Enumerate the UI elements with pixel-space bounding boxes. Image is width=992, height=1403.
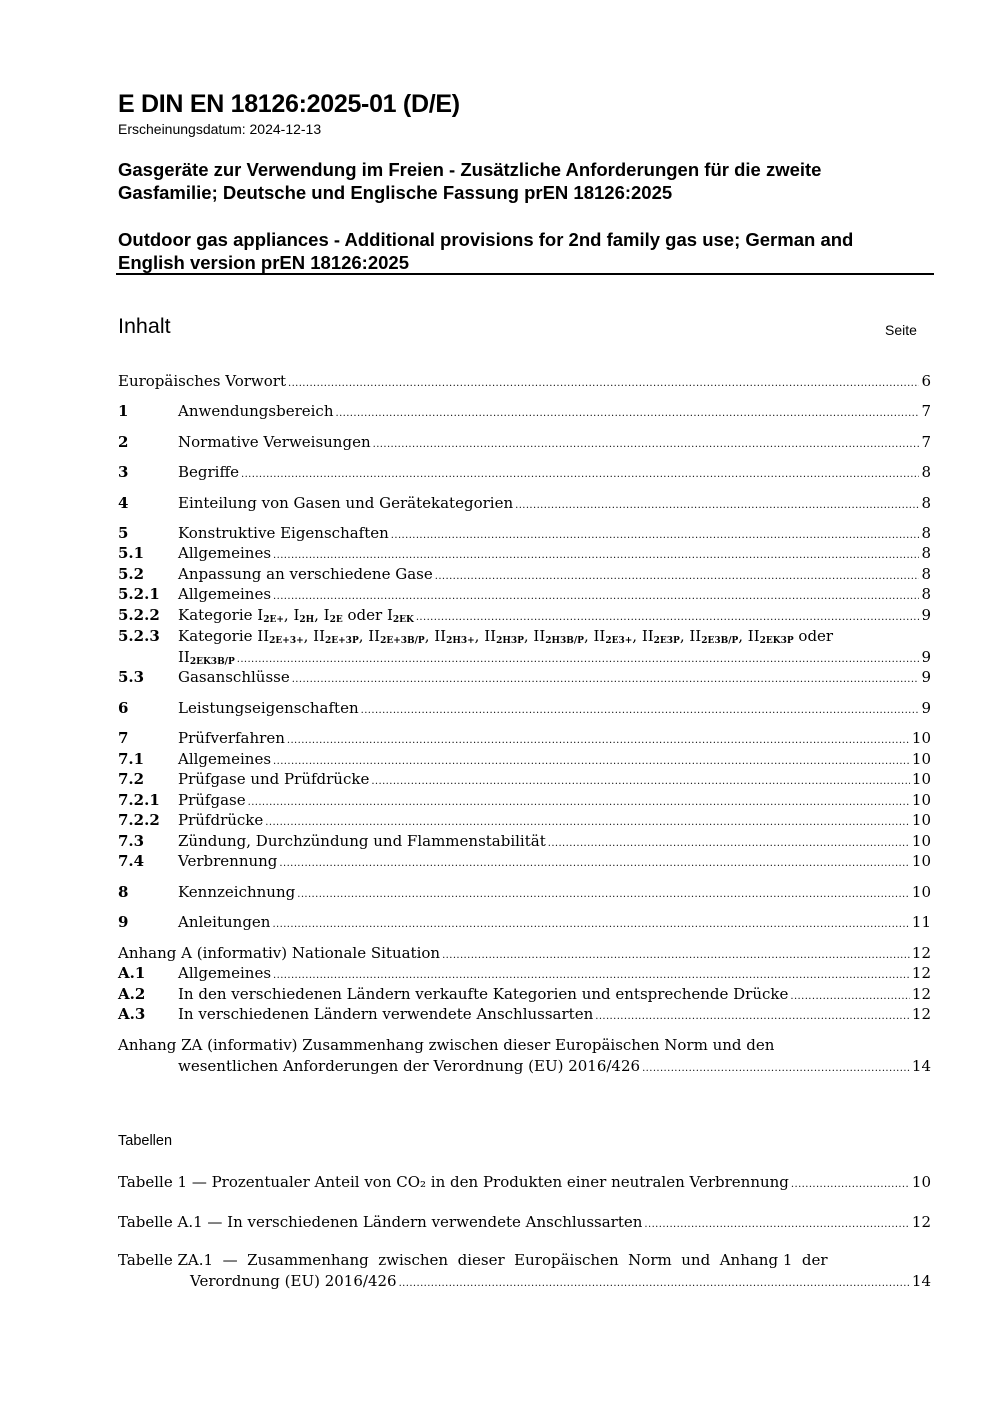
tables-heading: Tabellen	[118, 1133, 173, 1149]
toc-entry-a-3[interactable]	[118, 1004, 931, 1025]
toc-entry-number: 7.2.1	[118, 791, 160, 809]
toc-entry-page: 12	[911, 985, 931, 1003]
toc-entry-8[interactable]	[118, 882, 931, 903]
toc-page-label: Seite	[885, 322, 917, 338]
toc-entry-page: 7	[921, 433, 931, 451]
toc-entry-number: 5	[118, 524, 129, 542]
toc-entry-label: Allgemeines	[178, 964, 272, 982]
toc-entry-label: Prüfdrücke	[178, 811, 264, 829]
toc-entry-number: 7.4	[118, 852, 145, 870]
toc-entry-page: 10	[911, 791, 931, 809]
toc-entry-7[interactable]	[118, 728, 931, 749]
table-entry-label: Tabelle A.1 — In verschiedenen Ländern verwendete Anschlussarten	[118, 1213, 643, 1231]
toc-entry-annex-za[interactable]	[118, 1035, 931, 1077]
toc-entry-number: 5.3	[118, 668, 145, 686]
toc-entry-foreword[interactable]	[118, 371, 931, 392]
toc-entry-number: 2	[118, 433, 129, 451]
title-german	[118, 158, 948, 204]
toc-entry-7-2-1[interactable]	[118, 790, 931, 811]
toc-entry-page: 10	[911, 832, 931, 850]
toc-entry-label: Anpassung an verschiedene Gase	[178, 565, 433, 583]
table-entry-page: 14	[911, 1272, 931, 1290]
toc-entry-page: 9	[921, 648, 931, 666]
toc-entry-annex-a[interactable]	[118, 943, 931, 964]
toc-entry-number: 1	[118, 402, 129, 420]
title-german-line-2: Gasfamilie; Deutsche und Englische Fassung prEN 18126:2025	[118, 182, 673, 203]
toc-entry-label: Allgemeines	[178, 544, 272, 562]
toc-entry-4[interactable]	[118, 493, 931, 514]
toc-entry-5-2-1[interactable]	[118, 584, 931, 605]
toc-entry-5-2[interactable]	[118, 564, 931, 585]
toc-entry-number: 7	[118, 729, 129, 747]
toc-entry-3[interactable]	[118, 462, 931, 483]
document-id: E DIN EN 18126:2025-01 (D/E)	[118, 90, 460, 118]
toc-entry-number: 5.2.2	[118, 606, 160, 624]
toc-entry-9[interactable]	[118, 912, 931, 933]
toc-entry-5-3[interactable]	[118, 667, 931, 688]
toc-entry-label: Anleitungen	[178, 913, 271, 931]
table-entry-page: 10	[911, 1173, 931, 1191]
toc-entry-number: 5.2	[118, 565, 145, 583]
toc-entry-number: 7.1	[118, 750, 145, 768]
toc-entry-label: Anwendungsbereich	[178, 402, 334, 420]
toc-entry-1[interactable]	[118, 401, 931, 422]
toc-entry-label: Normative Verweisungen	[178, 433, 371, 451]
toc-entry-number: A.1	[118, 964, 146, 982]
table-entry-page: 12	[911, 1213, 931, 1231]
toc-entry-page: 9	[921, 668, 931, 686]
toc-entry-page: 8	[921, 463, 931, 481]
toc-entry-7-2[interactable]	[118, 769, 931, 790]
toc-entry-a-2[interactable]	[118, 984, 931, 1005]
toc-entry-page: 6	[921, 372, 931, 390]
toc-entry-number: 7.3	[118, 832, 145, 850]
table-entry-label-line-1: Tabelle ZA.1 — Zusammenhang zwischen dieser Europäischen Norm und Anhang 1 der	[118, 1251, 828, 1269]
toc-entry-page: 10	[911, 883, 931, 901]
toc-entry-page: 8	[921, 524, 931, 542]
toc-entry-page: 8	[921, 494, 931, 512]
toc-entry-label: Kennzeichnung	[178, 883, 296, 901]
title-german-line-1: Gasgeräte zur Verwendung im Freien - Zusätzliche Anforderungen für die zweite	[118, 159, 822, 180]
toc-entry-5-2-2[interactable]	[118, 605, 931, 626]
toc-entry-5-2-3[interactable]: 5.2.3 Kategorie $II_{2E+3+}$, $II_{2E+3P}$, $II_{2E+3B/P}$, $II_{2H3+}$, $II_{2H3P}$, $II_{2H3B/P}$, $II_{2E3+}$, $II_{2E3P}$, $II_{2E3B/P}$, $II_{2EK3P}$ oder $II_{2EK3B/P}$ ..... 9	[118, 626, 931, 668]
toc-entry-7-2-2[interactable]	[118, 810, 931, 831]
title-english-line-1: Outdoor gas appliances - Additional provisions for 2nd family gas use; German and	[118, 229, 854, 250]
toc-entry-label: Prüfgase und Prüfdrücke	[178, 770, 370, 788]
toc-entry-page: 9	[921, 606, 931, 624]
toc-entry-number: 8	[118, 883, 129, 901]
toc-entry-page: 10	[911, 770, 931, 788]
toc-entry-label: Prüfverfahren	[178, 729, 285, 747]
toc-entry-label: Zündung, Durchzündung und Flammenstabilität	[178, 832, 546, 850]
title-divider	[116, 273, 934, 275]
toc-entry-label: Begriffe	[178, 463, 240, 481]
toc-entry-page: 10	[911, 729, 931, 747]
title-english	[118, 228, 948, 274]
toc-entry-label: Allgemeines	[178, 585, 272, 603]
toc-entry-number: 7.2	[118, 770, 145, 788]
table-entry-1[interactable]	[118, 1172, 931, 1193]
toc-entry-label: In den verschiedenen Ländern verkaufte Kategorien und entsprechende Drücke	[178, 985, 789, 1003]
toc-entry-a-1[interactable]	[118, 963, 931, 984]
table-entry-a-1[interactable]	[118, 1212, 931, 1233]
toc-entry-number: 3	[118, 463, 129, 481]
toc-entry-7-3[interactable]	[118, 831, 931, 852]
toc-entry-page: 10	[911, 811, 931, 829]
toc-entry-label: Kategorie $I_{2E+}$, $I_{2H}$, $I_{2E}$ oder $I_{2EK}$	[178, 606, 414, 625]
toc-heading: Inhalt	[118, 314, 171, 338]
toc-entry-5-1[interactable]	[118, 543, 931, 564]
toc-entry-label: In verschiedenen Ländern verwendete Anschlussarten	[178, 1005, 594, 1023]
toc-entry-page: 7	[921, 402, 931, 420]
toc-entry-label: Einteilung von Gasen und Gerätekategorien	[178, 494, 514, 512]
toc-entry-page: 8	[921, 585, 931, 603]
toc-entry-page: 10	[911, 852, 931, 870]
toc-entry-5[interactable]	[118, 523, 931, 544]
toc-entry-label: Konstruktive Eigenschaften	[178, 524, 389, 542]
toc-entry-number: 6	[118, 699, 129, 717]
toc-entry-label: Verbrennung	[178, 852, 278, 870]
table-entry-label-line-2: Verordnung (EU) 2016/426	[190, 1272, 397, 1290]
toc-entry-7-1[interactable]	[118, 749, 931, 770]
toc-entry-label: Prüfgase	[178, 791, 246, 809]
toc-entry-number: 7.2.2	[118, 811, 160, 829]
toc-entry-page: 12	[911, 964, 931, 982]
table-entry-za-1[interactable]	[118, 1250, 931, 1292]
title-english-line-2: English version prEN 18126:2025	[118, 252, 409, 273]
toc-entry-number: 4	[118, 494, 129, 512]
toc-entry-number: 5.1	[118, 544, 145, 562]
toc-entry-label: Anhang A (informativ) Nationale Situation	[118, 944, 441, 962]
toc-entry-page: 12	[911, 1005, 931, 1023]
toc-entry-label: Europäisches Vorwort	[118, 372, 286, 390]
toc-entry-page: 8	[921, 565, 931, 583]
toc-entry-number: 9	[118, 913, 129, 931]
toc-entry-page: 9	[921, 699, 931, 717]
toc-entry-label: Allgemeines	[178, 750, 272, 768]
toc-entry-page: 12	[911, 944, 931, 962]
toc-entry-page: 8	[921, 544, 931, 562]
toc-entry-label-line-2: wesentlichen Anforderungen der Verordnung (EU) 2016/426	[178, 1057, 641, 1075]
toc-entry-number: A.2	[118, 985, 146, 1003]
toc-entry-6[interactable]	[118, 698, 931, 719]
toc-entry-page: 14	[911, 1057, 931, 1075]
publication-date: Erscheinungsdatum: 2024-12-13	[118, 121, 322, 137]
toc-entry-number: A.3	[118, 1005, 146, 1023]
table-entry-label: Tabelle 1 — Prozentualer Anteil von CO₂ in den Produkten einer neutralen Verbrennung	[118, 1173, 789, 1191]
toc-entry-number: 5.2.3	[118, 627, 160, 645]
toc-entry-2[interactable]	[118, 432, 931, 453]
toc-entry-label: Kategorie $II_{2E+3+}$, $II_{2E+3P}$, $II_{2E+3B/P}$, $II_{2H3+}$, $II_{2H3P}$, $II_{2H3B/P}$, $II_{2E3+}$, $II_{2E3P}$, $II_{2E3B/P}$, $II_{2EK3P}$ oder	[178, 627, 834, 646]
toc-entry-7-4[interactable]	[118, 851, 931, 872]
toc-entry-label: Leistungseigenschaften	[178, 699, 359, 717]
toc-entry-label: Gasanschlüsse	[178, 668, 290, 686]
toc-entry-number: 5.2.1	[118, 585, 160, 603]
toc-entry-page: 11	[911, 913, 931, 931]
toc-entry-page: 10	[911, 750, 931, 768]
toc-entry-label-line-1: Anhang ZA (informativ) Zusammenhang zwischen dieser Europäischen Norm und den	[118, 1036, 775, 1054]
